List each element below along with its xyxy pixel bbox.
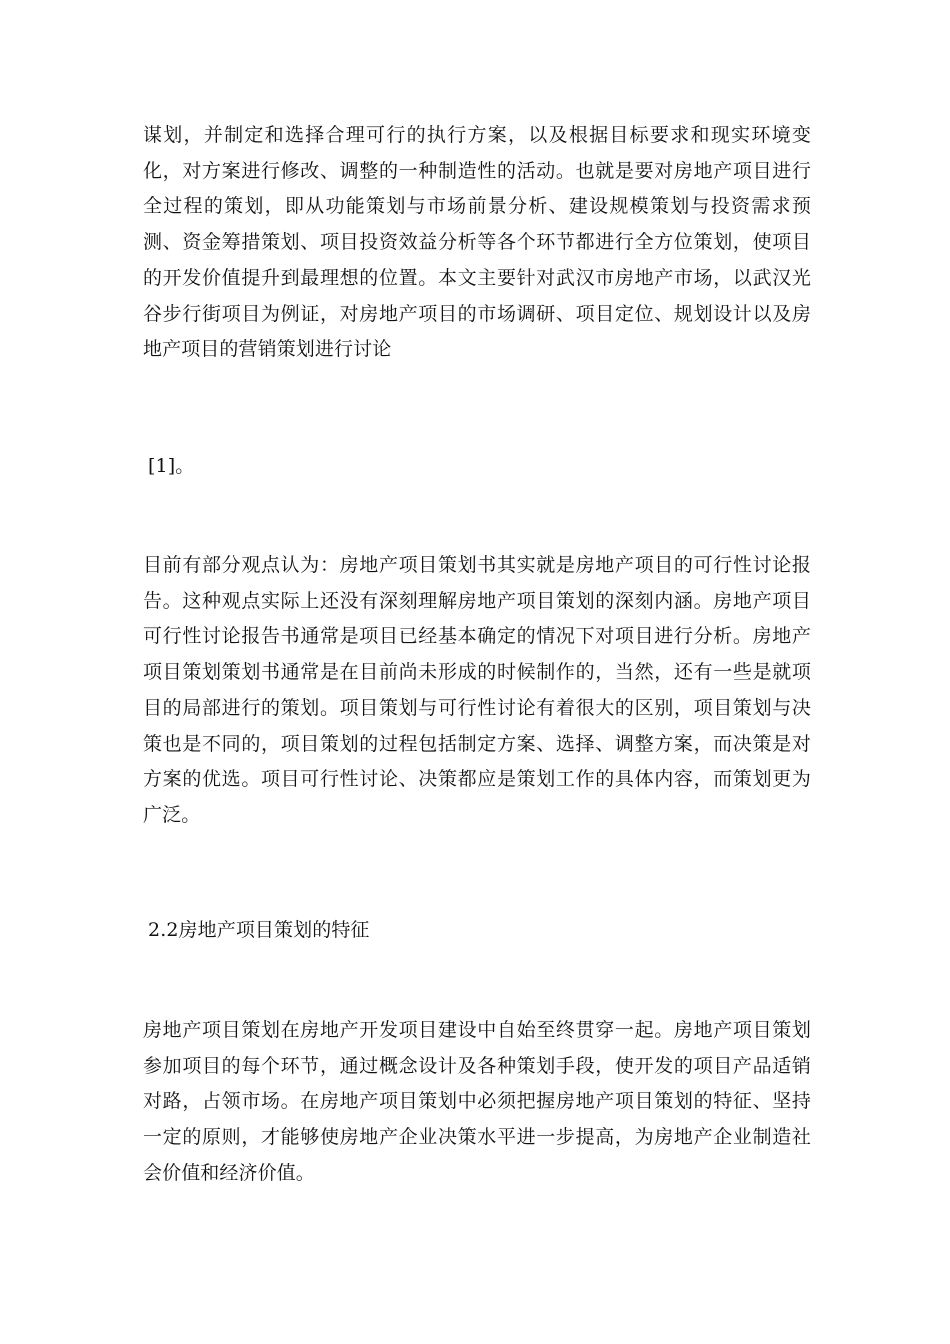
section-heading: 2.2房地产项目策划的特征: [148, 919, 370, 941]
citation-reference: [1]。: [148, 455, 195, 477]
body-paragraph-3: 房地产项目策划在房地产开发项目建设中自始至终贯穿一起。房地产项目策划参加项目的每个环节，通过概念设计及各种策划手段，使开发的项目产品适销对路，占领市场。在房地产项目策划中必须把握房地产项目策划的特征、坚持一定的原则，才能够使房地产企业决策水平进一步提高，为房地产企业制造社会价值和经济价值。: [143, 1019, 811, 1184]
body-paragraph-1: 谋划，并制定和选择合理可行的执行方案，以及根据目标要求和现实环境变化，对方案进行修改、调整的一种制造性的活动。也就是要对房地产项目进行全过程的策划，即从功能策划与市场前景分析、建设规模策划与投资需求预测、资金筹措策划、项目投资效益分析等各个环节都进行全方位策划，使项目的开发价值提升到最理想的位置。本文主要针对武汉市房地产市场，以武汉光谷步行街项目为例证，对房地产项目的市场调研、项目定位、规划设计以及房地产项目的营销策划进行讨论: [143, 124, 811, 361]
body-paragraph-2: 目前有部分观点认为：房地产项目策划书其实就是房地产项目的可行性讨论报告。这种观点实际上还没有深刻理解房地产项目策划的深刻内涵。房地产项目可行性讨论报告书通常是项目已经基本确定的情况下对项目进行分析。房地产项目策划策划书通常是在目前尚未形成的时候制作的，当然，还有一些是就项目的局部进行的策划。项目策划与可行性讨论有着很大的区别，项目策划与决策也是不同的，项目策划的过程包括制定方案、选择、调整方案，而决策是对方案的优选。项目可行性讨论、决策都应是策划工作的具体内容，而策划更为广泛。: [143, 554, 811, 826]
